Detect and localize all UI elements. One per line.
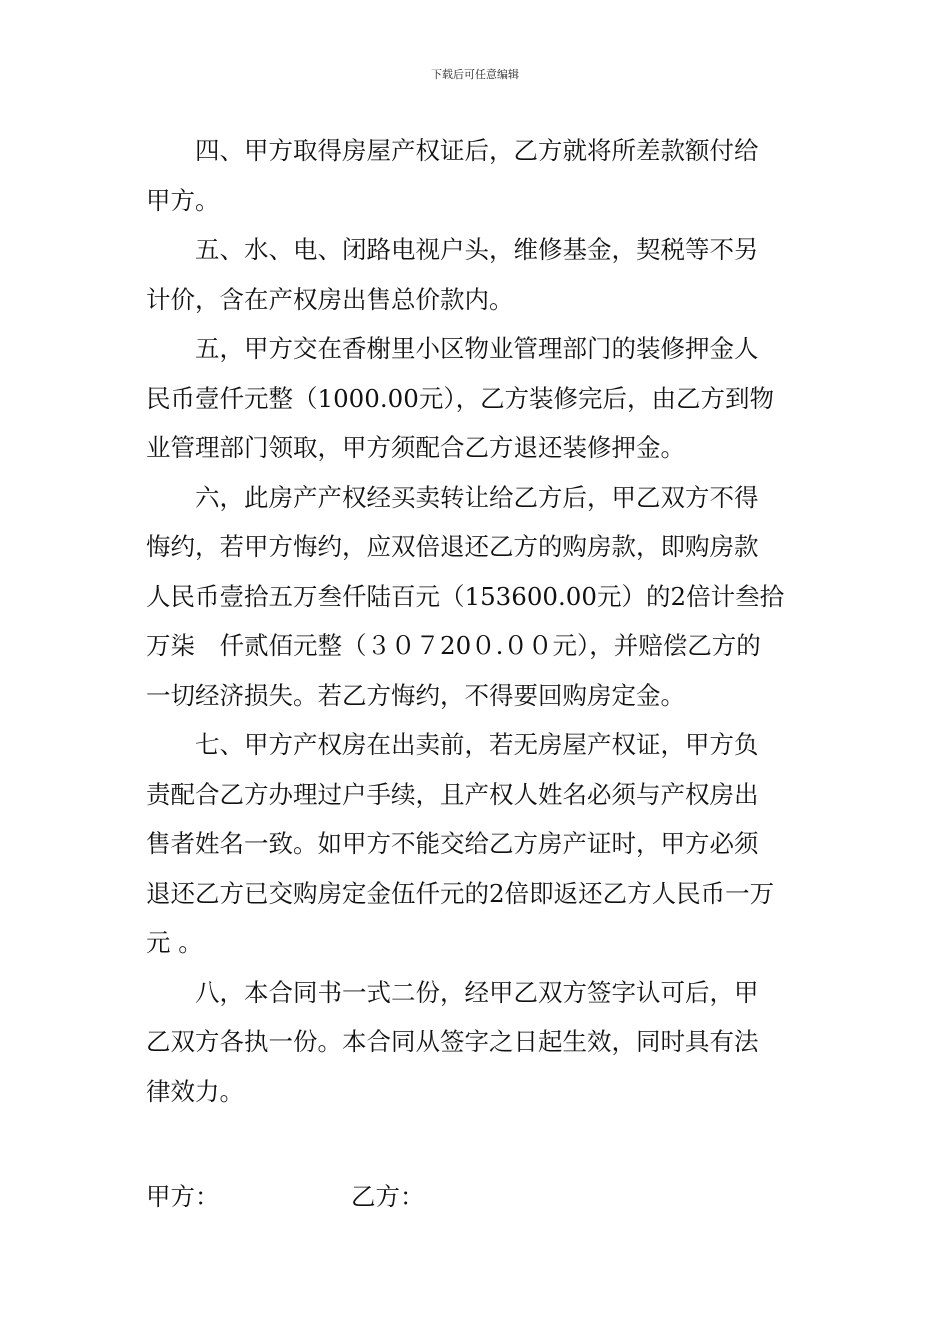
contract-body xyxy=(146,126,806,1116)
contract-clause xyxy=(146,324,806,473)
contract-clause xyxy=(146,473,806,721)
contract-clause xyxy=(146,720,806,968)
clause-line: 计价，含在产权房出售总价款内。 xyxy=(146,284,514,314)
clause-line: 四、甲方取得房屋产权证后，乙方就将所差款额付给 xyxy=(195,136,759,165)
clause-line: 售者姓名一致。如甲方不能交给乙方房产证时，甲方必须 xyxy=(146,829,759,858)
clause-line: 甲方。 xyxy=(146,185,220,215)
contract-clause xyxy=(146,225,806,324)
contract-clause xyxy=(146,968,806,1117)
page-header: 下载后可任意编辑 xyxy=(431,68,519,81)
party-a-signature-label: 甲方： xyxy=(146,1182,220,1211)
clause-line: 责配合乙方办理过户手续，且产权人姓名必须与产权房出 xyxy=(146,779,759,809)
clause-line: 退还乙方已交购房定金伍仟元的2倍即返还乙方人民币一万 xyxy=(146,878,775,908)
clause-line: 人民币壹拾五万叁仟陆百元（153600.00元）的2倍计叁拾 xyxy=(146,581,785,611)
clause-line: 万柒 仟贰佰元整（３０７20０.００元），并赔偿乙方的 xyxy=(146,631,761,660)
clause-line: 八，本合同书一式二份，经甲乙双方签字认可后，甲 xyxy=(195,977,759,1007)
party-b-signature-label: 乙方： xyxy=(351,1182,425,1211)
clause-line: 元 。 xyxy=(146,928,203,957)
contract-clause xyxy=(146,126,806,225)
clause-line: 悔约，若甲方悔约，应双倍退还乙方的购房款，即购房款 xyxy=(146,532,759,561)
clause-line: 律效力。 xyxy=(146,1076,244,1106)
clause-line: 业管理部门领取，甲方须配合乙方退还装修押金。 xyxy=(146,433,685,462)
clause-line: 乙双方各执一份。本合同从签字之日起生效，同时具有法 xyxy=(146,1027,759,1056)
clause-line: 七、甲方产权房在出卖前，若无房屋产权证，甲方负 xyxy=(195,730,759,759)
clause-line: 五，甲方交在香榭里小区物业管理部门的装修押金人 xyxy=(195,334,759,363)
clause-line: 一切经济损失。若乙方悔约，不得要回购房定金。 xyxy=(146,680,685,710)
clause-line: 六，此房产产权经买卖转让给乙方后，甲乙双方不得 xyxy=(195,482,759,512)
clause-line: 五、水、电、闭路电视户头，维修基金，契税等不另 xyxy=(195,235,759,264)
clause-line: 民币壹仟元整（1000.00元），乙方装修完后，由乙方到物 xyxy=(146,383,775,413)
